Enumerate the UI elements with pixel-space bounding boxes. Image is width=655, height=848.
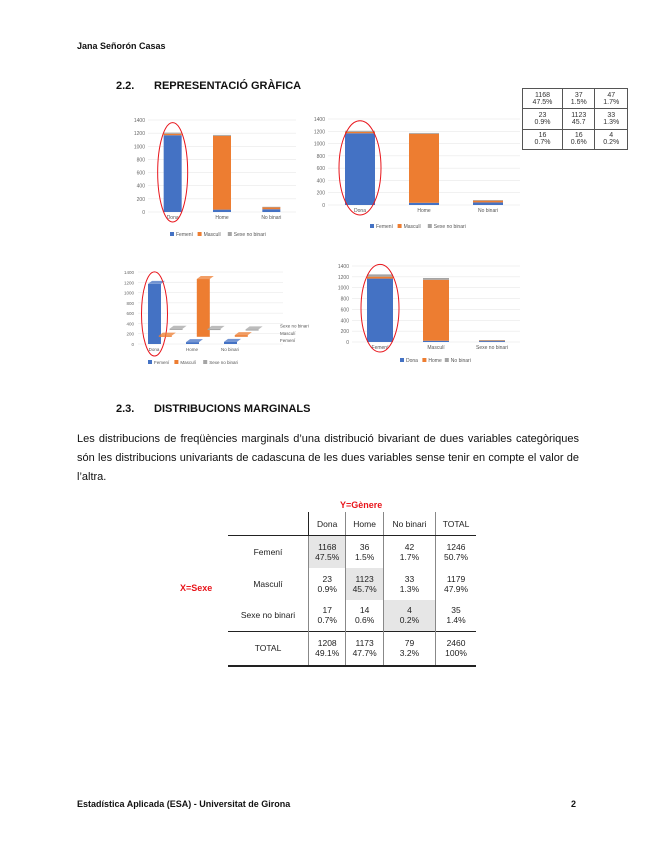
mini-table-cell: 33 1.3%	[595, 109, 628, 129]
y-tick-label: 600	[126, 311, 134, 317]
table-cell: 42 1.7%	[383, 536, 435, 568]
y-tick-label: 1000	[313, 141, 325, 148]
legend-swatch	[203, 360, 207, 364]
section-title: DISTRIBUCIONS MARGINALS	[154, 403, 311, 415]
table-cell: 1208 49.1%	[309, 632, 346, 666]
y-tick-label: 1200	[123, 280, 134, 286]
legend-swatch	[174, 360, 178, 364]
mini-table-cell: 1168 47.5%	[523, 89, 563, 109]
legend-label: No binari	[450, 358, 471, 364]
chart-stacked-sexe	[330, 260, 525, 368]
table-corner-cell	[228, 512, 309, 536]
section-number: 2.2.	[116, 80, 135, 92]
x-tick-label: Dona	[148, 347, 160, 352]
legend-label: Home	[428, 358, 442, 364]
legend-swatch	[370, 224, 374, 228]
y-tick-label: 400	[340, 318, 349, 325]
legend-label: Masculí	[180, 360, 196, 365]
x-tick-label: Home	[417, 208, 431, 214]
bar-segment	[423, 278, 449, 280]
legend-swatch	[422, 358, 426, 362]
y-tick-label: 0	[131, 342, 134, 347]
table-row	[228, 568, 476, 600]
x-tick-label: Dona	[354, 208, 366, 214]
y-tick-label: 400	[136, 183, 145, 190]
legend-label: Femení	[176, 232, 193, 238]
bar-3d-top	[246, 326, 263, 329]
bar-segment	[262, 209, 280, 212]
bar-3d	[170, 329, 183, 330]
table-row-label: Femení	[228, 536, 309, 568]
y-tick-label: 0	[346, 340, 349, 346]
table-cell: 1168 47.5%	[309, 536, 346, 568]
legend-swatch	[170, 232, 174, 236]
y-tick-label: 400	[126, 321, 134, 327]
bar-3d	[246, 329, 259, 330]
bar-segment	[164, 133, 182, 134]
y-tick-label: 600	[136, 170, 145, 177]
table-column-header: TOTAL	[436, 512, 476, 536]
footer-course: Estadística Aplicada (ESA) - Universitat de Girona	[77, 799, 291, 809]
bar-segment	[164, 134, 182, 136]
table-cell: 1123 45.7%	[346, 568, 383, 600]
y-tick-label: 200	[316, 190, 325, 197]
bar-segment	[423, 341, 449, 342]
legend-label: Sexe no binari	[209, 360, 238, 365]
table-row-label: Masculí	[228, 568, 309, 600]
table-cell: 1246 50.7%	[443, 541, 469, 562]
y-tick-label: 1200	[313, 129, 325, 136]
mini-table-cell: 23 0.9%	[523, 109, 563, 129]
table-column-header: Dona	[309, 512, 346, 536]
table-cell: 4 0.2%	[383, 600, 435, 632]
y-tick-label: 800	[126, 300, 134, 306]
bar-3d-top	[208, 326, 225, 329]
bar-segment	[345, 132, 375, 133]
x-tick-label: Sexe no binari	[476, 345, 508, 351]
x-tick-label: No binari	[477, 208, 499, 214]
page-number: 2	[571, 799, 577, 809]
x-tick-label: Home	[185, 347, 199, 352]
table-cell: 17 0.7%	[309, 600, 346, 632]
y-tick-label: 800	[136, 157, 145, 164]
y-tick-label: 200	[340, 329, 349, 336]
mini-table-row	[523, 129, 628, 149]
section-number: 2.3.	[116, 403, 135, 415]
legend-swatch	[198, 232, 202, 236]
y-tick-label: 1200	[337, 274, 349, 281]
bar-3d	[224, 342, 237, 344]
author-header: Jana Señorón Casas	[77, 41, 166, 51]
legend-label: Femení	[154, 360, 170, 365]
table-total-row	[228, 632, 476, 666]
table-cell: 33 1.3%	[383, 568, 435, 600]
chart-3d-clustered	[118, 262, 318, 372]
table-row	[228, 536, 476, 568]
table-cell: 35 1.4%	[446, 605, 466, 626]
bar-3d	[148, 284, 161, 344]
bar-segment	[367, 279, 393, 342]
bar-segment	[262, 207, 280, 208]
y-tick-label: 0	[322, 203, 325, 209]
mini-table-cell: 37 1.5%	[562, 89, 595, 109]
y-tick-label: 1400	[337, 264, 349, 270]
table-row-label: TOTAL	[228, 632, 309, 666]
bar-segment	[473, 202, 503, 205]
y-tick-label: 1000	[123, 290, 134, 296]
mini-table-row	[523, 89, 628, 109]
y-tick-label: 200	[136, 196, 145, 203]
series-axis-label: Sexe no binari	[280, 323, 309, 329]
legend-swatch	[398, 224, 402, 228]
bar-3d-top	[186, 339, 203, 342]
x-tick-label: Femení	[371, 345, 389, 351]
table-cell: 79 3.2%	[383, 632, 435, 666]
bar-3d-top	[170, 326, 187, 329]
table-cell: 36 1.5%	[346, 536, 383, 568]
y-tick-label: 800	[316, 153, 325, 160]
legend-swatch	[445, 358, 449, 362]
mini-table-cell: 47 1.7%	[595, 89, 628, 109]
y-tick-label: 1000	[337, 285, 349, 292]
x-tick-label: No binari	[261, 215, 282, 221]
y-tick-label: 1400	[313, 117, 325, 123]
legend-label: Dona	[406, 358, 418, 364]
section-heading-representacio	[116, 80, 301, 92]
bar-3d	[186, 342, 199, 344]
section-heading-marginals	[116, 403, 310, 415]
series-axis-label: Femení	[280, 338, 296, 343]
table-cell: 2460 100%	[436, 632, 476, 666]
mini-table-cell: 4 0.2%	[595, 129, 628, 149]
bar-segment	[164, 135, 182, 212]
y-tick-label: 1200	[133, 131, 145, 138]
bar-segment	[213, 210, 231, 212]
bar-3d	[235, 335, 248, 337]
bar-segment	[479, 341, 505, 342]
table-cell: 1179 47.9%	[443, 573, 469, 594]
y-tick-label: 0	[142, 210, 145, 216]
legend-label: Sexe no binari	[233, 232, 266, 238]
chart-stacked-genere-2	[300, 115, 525, 235]
bar-3d	[208, 329, 221, 330]
mini-table-cell: 16 0.6%	[562, 129, 595, 149]
mini-table-cell: 1123 45.7	[562, 109, 595, 129]
legend-label: Femení	[376, 224, 393, 230]
y-tick-label: 600	[316, 166, 325, 173]
table-row-label: Sexe no binari	[228, 600, 309, 632]
mini-table-cell: 16 0.7%	[523, 129, 563, 149]
bar-3d	[197, 279, 210, 337]
legend-swatch	[228, 232, 232, 236]
table-cell: 14 0.6%	[346, 600, 383, 632]
legend-swatch	[148, 360, 152, 364]
bar-segment	[409, 133, 439, 134]
y-tick-label: 600	[340, 307, 349, 314]
y-variable-label: Y=Gènere	[340, 500, 383, 510]
marginal-distribution-table	[228, 512, 476, 667]
y-tick-label: 400	[316, 178, 325, 185]
bar-3d-top	[235, 332, 252, 335]
x-tick-label: Masculí	[427, 345, 445, 351]
y-tick-label: 1000	[133, 144, 145, 151]
bar-segment	[345, 133, 375, 205]
y-tick-label: 1400	[123, 270, 134, 275]
mini-table-row	[523, 109, 628, 129]
bar-segment	[423, 280, 449, 341]
bar-3d-top	[197, 276, 214, 279]
legend-swatch	[428, 224, 432, 228]
legend-label: Sexe no binari	[433, 224, 466, 230]
table-cell: 23 0.9%	[309, 568, 346, 600]
table-column-header: Home	[346, 512, 383, 536]
y-tick-label: 800	[340, 296, 349, 303]
series-axis-label: Masculí	[280, 330, 296, 336]
x-tick-label: Dona	[166, 215, 179, 221]
legend-swatch	[400, 358, 404, 362]
bar-segment	[213, 136, 231, 210]
y-tick-label: 200	[126, 331, 134, 337]
x-tick-label: No binari	[220, 347, 240, 352]
y-tick-label: 1400	[133, 118, 145, 124]
table-row	[228, 600, 476, 632]
bar-segment	[479, 340, 505, 341]
table-column-header: No binari	[383, 512, 435, 536]
x-tick-label: Home	[215, 215, 229, 221]
section-title: REPRESENTACIÓ GRÀFICA	[154, 80, 302, 92]
mini-table	[522, 88, 628, 150]
legend-label: Masculí	[203, 232, 221, 238]
bar-segment	[409, 134, 439, 203]
bar-segment	[367, 277, 393, 279]
x-variable-label: X=Sexe	[180, 583, 213, 593]
bar-3d	[159, 336, 172, 337]
body-paragraph: Les distribucions de freqüències marginals d’una distribució bivariant de dues variables categòriques són les distribucions univariants de cadascuna de les dues variables sense tenir en compte el valor de l’altra.	[77, 433, 579, 483]
bar-segment	[473, 200, 503, 201]
bar-segment	[345, 131, 375, 132]
bar-segment	[213, 135, 231, 136]
bar-segment	[367, 274, 393, 276]
bar-3d-top	[224, 339, 241, 342]
legend-label: Masculí	[403, 224, 421, 230]
chart-stacked-genere-1	[118, 112, 298, 242]
bar-3d-top	[159, 333, 176, 336]
table-cell: 1173 47.7%	[346, 632, 383, 666]
bar-segment	[409, 203, 439, 205]
table-header-row	[228, 512, 476, 536]
